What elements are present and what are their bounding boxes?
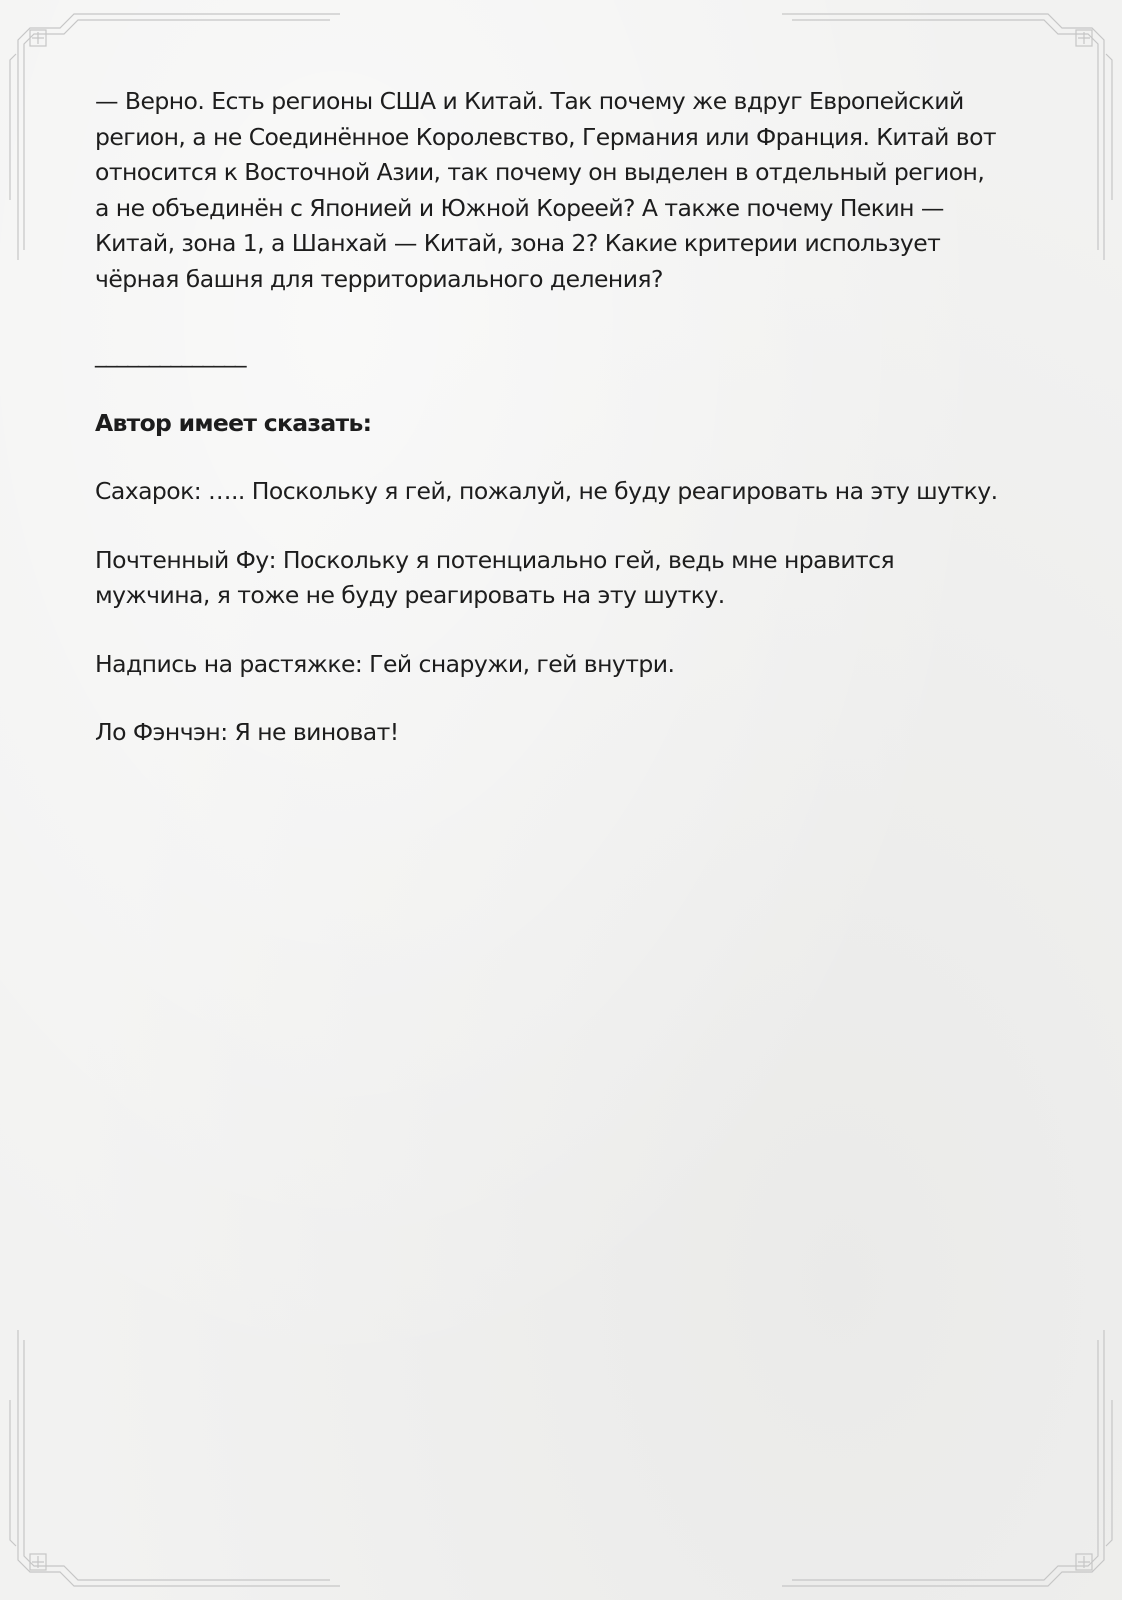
document-body <box>95 84 1035 751</box>
section-separator: ______________ <box>95 340 246 368</box>
main-paragraph: — Верно. Есть регионы США и Китай. Так почему же вдруг Европейский регион, а не Соединённое Королевство, Германия или Франция. Китай вот относится к Восточной Азии, так почему он выделен в отдельный регион, а не объединён с Японией и Южной Кореей? А также почему Пекин — Китай, зона 1, а Шанхай — Китай, зона 2? Какие критерии использует чёрная башня для территориального деления? <box>95 87 997 293</box>
author-note-banner: Надпись на растяжке: Гей снаружи, гей внутри. <box>95 649 675 678</box>
author-note-fu: Почтенный Фу: Поскольку я потенциально гей, ведь мне нравится мужчина, я тоже не буду реагировать на эту шутку. <box>95 545 895 609</box>
author-note-heading: Автор имеет сказать: <box>95 408 372 437</box>
author-note-luo-fengcheng: Ло Фэнчэн: Я не виноват! <box>95 718 399 746</box>
author-note-sugar: Сахарок: ….. Поскольку я гей, пожалуй, не буду реагировать на эту шутку. <box>95 477 998 505</box>
